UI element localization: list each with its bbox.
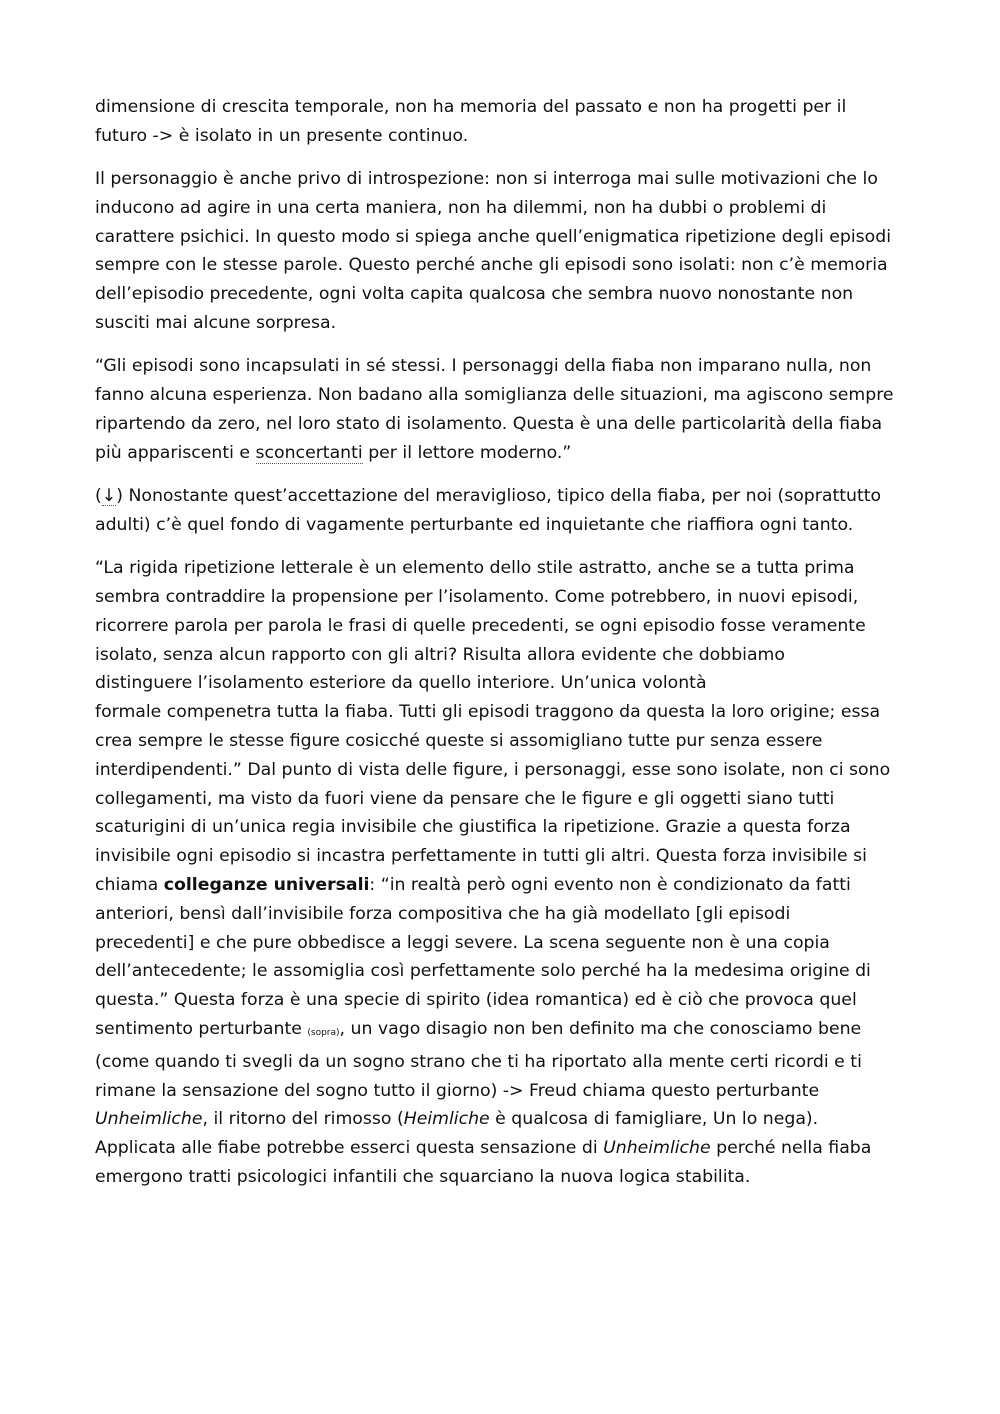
text-run: , il ritorno del rimosso ( bbox=[202, 1109, 404, 1130]
text-run: chiama bbox=[95, 874, 164, 895]
text-line: (come quando ti svegli da un sogno strano che ti ha riportato alla mente certi ricordi e ti bbox=[95, 1051, 862, 1072]
italic-term: Heimliche bbox=[403, 1109, 490, 1130]
bold-term: colleganze universali bbox=[163, 874, 370, 895]
text-line: crea sempre le stesse figure cosicché queste si assomigliano tutte pur senza essere bbox=[95, 730, 823, 751]
text-line: sembra contraddire la propensione per l’isolamento. Come potrebbero, in nuovi episodi, bbox=[95, 586, 859, 607]
text-run: : “in realtà però ogni evento non è condizionato da fatti bbox=[369, 874, 851, 895]
text-line: distinguere l’isolamento esteriore da quello interiore. Un’unica volontà bbox=[95, 673, 707, 694]
text-line: sempre con le stesse parole. Questo perché anche gli episodi sono isolati: non c’è memoria bbox=[95, 255, 888, 276]
text-line: adulti) c’è quel fondo di vagamente perturbante ed inquietante che riaffiora ogni tanto. bbox=[95, 514, 854, 535]
text-line: dell’antecedente; le assomiglia così perfettamente solo perché ha la medesima origine di bbox=[95, 961, 871, 982]
italic-term: Unheimliche bbox=[603, 1138, 711, 1159]
text-line: anteriori, bensì dall’invisibile forza compositiva che ha già modellato [gli episodi bbox=[95, 903, 791, 924]
text-line: “Gli episodi sono incapsulati in sé stessi. I personaggi della fiaba non imparano nulla, non bbox=[95, 356, 872, 377]
text-line: emergono tratti psicologici infantili che squarciano la nuova logica stabilita. bbox=[95, 1166, 751, 1187]
text-line: invisibile ogni episodio si incastra perfettamente in tutti gli altri. Questa forza invisibile si bbox=[95, 846, 867, 867]
text-line bbox=[95, 1015, 907, 1048]
text-line: futuro -> è isolato in un presente continuo. bbox=[95, 125, 469, 146]
text-line: isolato, senza alcun rapporto con gli altri? Risulta allora evidente che dobbiamo bbox=[95, 644, 785, 665]
text-line: fanno alcuna esperienza. Non badano alla somiglianza delle situazioni, ma agiscono sempre bbox=[95, 385, 894, 406]
paragraph-5 bbox=[95, 554, 907, 1192]
text-line: ricorrere parola per parola le frasi di quelle precedenti, se ogni episodio fosse veramente bbox=[95, 615, 866, 636]
text-run: è qualcosa di famigliare, Un lo nega). bbox=[489, 1109, 819, 1130]
text-line: ripartendo da zero, nel loro stato di isolamento. Questa è una delle particolarità della fiaba bbox=[95, 413, 883, 434]
text-line: scaturigini di un’unica regia invisibile che giustifica la ripetizione. Grazie a questa forza bbox=[95, 817, 851, 838]
text-line bbox=[95, 871, 907, 900]
paragraph-2 bbox=[95, 165, 907, 338]
text-line: collegamenti, ma visto da fuori viene da pensare che le figure e gli oggetti siano tutti bbox=[95, 788, 835, 809]
text-line: formale compenetra tutta la fiaba. Tutti gli episodi traggono da questa la loro origine; essa bbox=[95, 702, 881, 723]
text-run: per il lettore moderno.” bbox=[362, 442, 572, 463]
text-line: dimensione di crescita temporale, non ha memoria del passato e non ha progetti per il bbox=[95, 97, 847, 117]
spellcheck-underlined-word[interactable]: sconcertanti bbox=[255, 442, 363, 463]
text-line bbox=[95, 1105, 907, 1134]
text-line: questa.” Questa forza è una specie di spirito (idea romantica) ed è ciò che provoca quel bbox=[95, 990, 857, 1011]
down-arrow-icon: ↓ bbox=[101, 486, 117, 507]
text-line bbox=[95, 482, 907, 511]
italic-term: Unheimliche bbox=[95, 1109, 203, 1130]
text-run: sentimento perturbante bbox=[95, 1018, 308, 1039]
text-line bbox=[95, 439, 907, 468]
text-run: più appariscenti e bbox=[95, 442, 256, 463]
text-line: inducono ad agire in una certa maniera, non ha dilemmi, non ha dubbi o problemi di bbox=[95, 197, 827, 218]
small-annotation: (sopra) bbox=[307, 1027, 340, 1038]
text-line bbox=[95, 1134, 907, 1163]
text-run: , un vago disagio non ben definito ma che conosciamo bene bbox=[339, 1018, 862, 1039]
document-page bbox=[95, 93, 907, 1206]
paragraph-3-quote bbox=[95, 352, 907, 467]
text-line: “La rigida ripetizione letterale è un elemento dello stile astratto, anche se a tutta prima bbox=[95, 558, 855, 579]
text-line: carattere psichici. In questo modo si spiega anche quell’enigmatica ripetizione degli episodi bbox=[95, 226, 892, 247]
paragraph-1 bbox=[95, 93, 907, 151]
text-line: rimane la sensazione del sogno tutto il giorno) -> Freud chiama questo perturbante bbox=[95, 1080, 820, 1101]
text-line: susciti mai alcune sorpresa. bbox=[95, 313, 337, 334]
text-line: dell’episodio precedente, ogni volta capita qualcosa che sembra nuovo nonostante non bbox=[95, 284, 854, 305]
paragraph-4 bbox=[95, 482, 907, 540]
text-run: Applicata alle fiabe potrebbe esserci questa sensazione di bbox=[95, 1138, 604, 1159]
text-line: precedenti] e che pure obbedisce a leggi severe. La scena seguente non è una copia bbox=[95, 932, 830, 953]
text-run: ) Nonostante quest’accettazione del meraviglioso, tipico della fiaba, per noi (soprattutto bbox=[116, 486, 882, 507]
text-line: interdipendenti.” Dal punto di vista delle figure, i personaggi, esse sono isolate, non ci sono bbox=[95, 759, 891, 780]
text-run: perché nella fiaba bbox=[710, 1138, 872, 1159]
text-run: ( bbox=[95, 486, 102, 507]
text-line: Il personaggio è anche privo di introspezione: non si interroga mai sulle motivazioni che lo bbox=[95, 169, 878, 190]
